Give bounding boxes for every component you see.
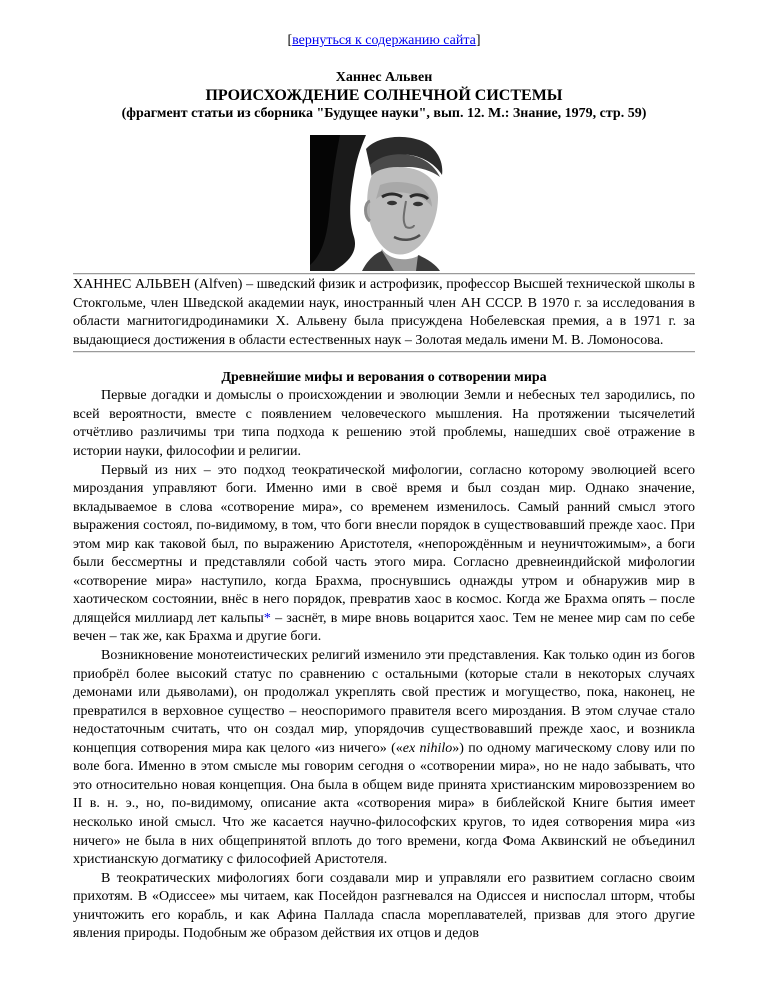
back-link-line (73, 32, 695, 50)
latin-phrase: ex nihilo (402, 740, 453, 756)
article-header (73, 69, 695, 123)
paragraph-1: Первые догадки и домыслы о происхождении и эволюции Земли и небесных тел зародились, по всей вероятности, вместе с появлением человеческого мышления. На протяжении тысячелетий отчётливо различимы три типа подхода к решению этой проблемы, нашедших своё отражение в истории науки, философии и религии. (73, 388, 695, 460)
section-heading: Древнейшие мифы и верования о сотворении мира (221, 370, 547, 386)
article-title: ПРОИСХОЖДЕНИЕ СОЛНЕЧНОЙ СИСТЕМЫ (205, 87, 563, 104)
paragraph-2-text-b: – заснёт, в мире вновь воцарится хаос. Тем не менее мир сам по себе вечен – так же, как Брахма и другие боги. (73, 610, 696, 645)
paragraph-4: В теократических мифологиях боги создавали мир и управляли его развитием согласно своим прихотям. В «Одиссее» мы читаем, как Посейдон разгневался на Одиссея и ниспослал шторм, чтобы уничтожить его корабль, и как Афина Паллада спасла мореплавателей, призвав для этого другие явления природы. Подобным же образом действия их отцов и дедов (73, 870, 695, 942)
author-portrait (310, 135, 458, 271)
paragraph-3-text-b: ») по одному магическому слову или по воле бога. Именно в этом смысле мы говорим сегодня о «сотворении мира», но не надо забывать, что это относительно новая концепция. Она была в общем виде принята христианским мировоззрением во II в. н. э., но, по-видимому, описание акта «сотворения мира» в библейской Книге бытия имеет несколько иной смысл. Что же касается научно-философских кругов, то идея сотворения мира «из ничего» не была в них общепринятой вплоть до того времени, когда Фома Аквинский не объединил христианскую догматику с философией Аристотеля. (73, 740, 695, 868)
author-name: Ханнес Альвен (335, 70, 433, 85)
paragraph-2 (73, 462, 695, 647)
bio-bottom-rule (73, 351, 695, 353)
open-bracket: [ (287, 33, 293, 48)
paragraph-3 (73, 647, 695, 870)
footnote-link[interactable]: * (263, 610, 271, 626)
bio-top-rule (73, 273, 695, 275)
back-to-contents-link[interactable]: вернуться к содержанию сайта (292, 33, 476, 48)
author-bio: ХАННЕС АЛЬВЕН (Alfven) – шведский физик и астрофизик, профессор Высшей технической школы в Стокгольме, член Шведской академии наук, иностранный член АН СССР. В 1970 г. за исследования в области магнитогидродинамики Х. Альвену была присуждена Нобелевская премия, а в 1971 г. за выдающиеся достижения в области естественных наук – Золотая медаль имени М. В. Ломоносова. (73, 277, 695, 348)
article-source: (фрагмент статьи из сборника "Будущее науки", вып. 12. М.: Знание, 1979, стр. 59) (121, 106, 647, 121)
paragraph-2-text-a: Первый из них – это подход теократической мифологии, согласно которому эволюцией всего мироздания управляют боги. Именно ими в своё время и был создан мир. Однако значение, вкладываемое в слова «сотворение мира», со временем изменилось. Самый ранний смысл этого выражения состоял, по-видимому, в том, что боги внесли порядок в существовавший прежде хаос. При этом мир как таковой был, по выражению Аристотеля, «непорождённым и неуничтожимым», а боги были бессмертны и представляли собой часть этого мира. Согласно древнеиндийской мифологии «сотворение мира» наступило, когда Брахма, проснувшись однажды утром и обнаружив мир в хаотическом состоянии, внёс в него порядок, превратив хаос в космос. Когда же Брахма опять – после длящейся миллиард лет кальпы (73, 462, 695, 626)
article-page (73, 32, 695, 944)
paragraph-3-text-a: Возникновение монотеистических религий изменило эти представления. Как только один из богов приобрёл более высокий статус по сравнению с остальными (которые стали в некоторых случаях демонами или дьяволами), он продолжал укреплять свой престиж и могущество, пока, наконец, не превратился в верховное существо – неоспоримого правителя всего мироздания. В этом случае стало недостаточным считать, что он создал мир, упорядочив существовавший прежде хаос, и возникла концепция сотворения мира как целого «из ничего» (« (73, 648, 695, 756)
close-bracket: ] (475, 33, 481, 48)
